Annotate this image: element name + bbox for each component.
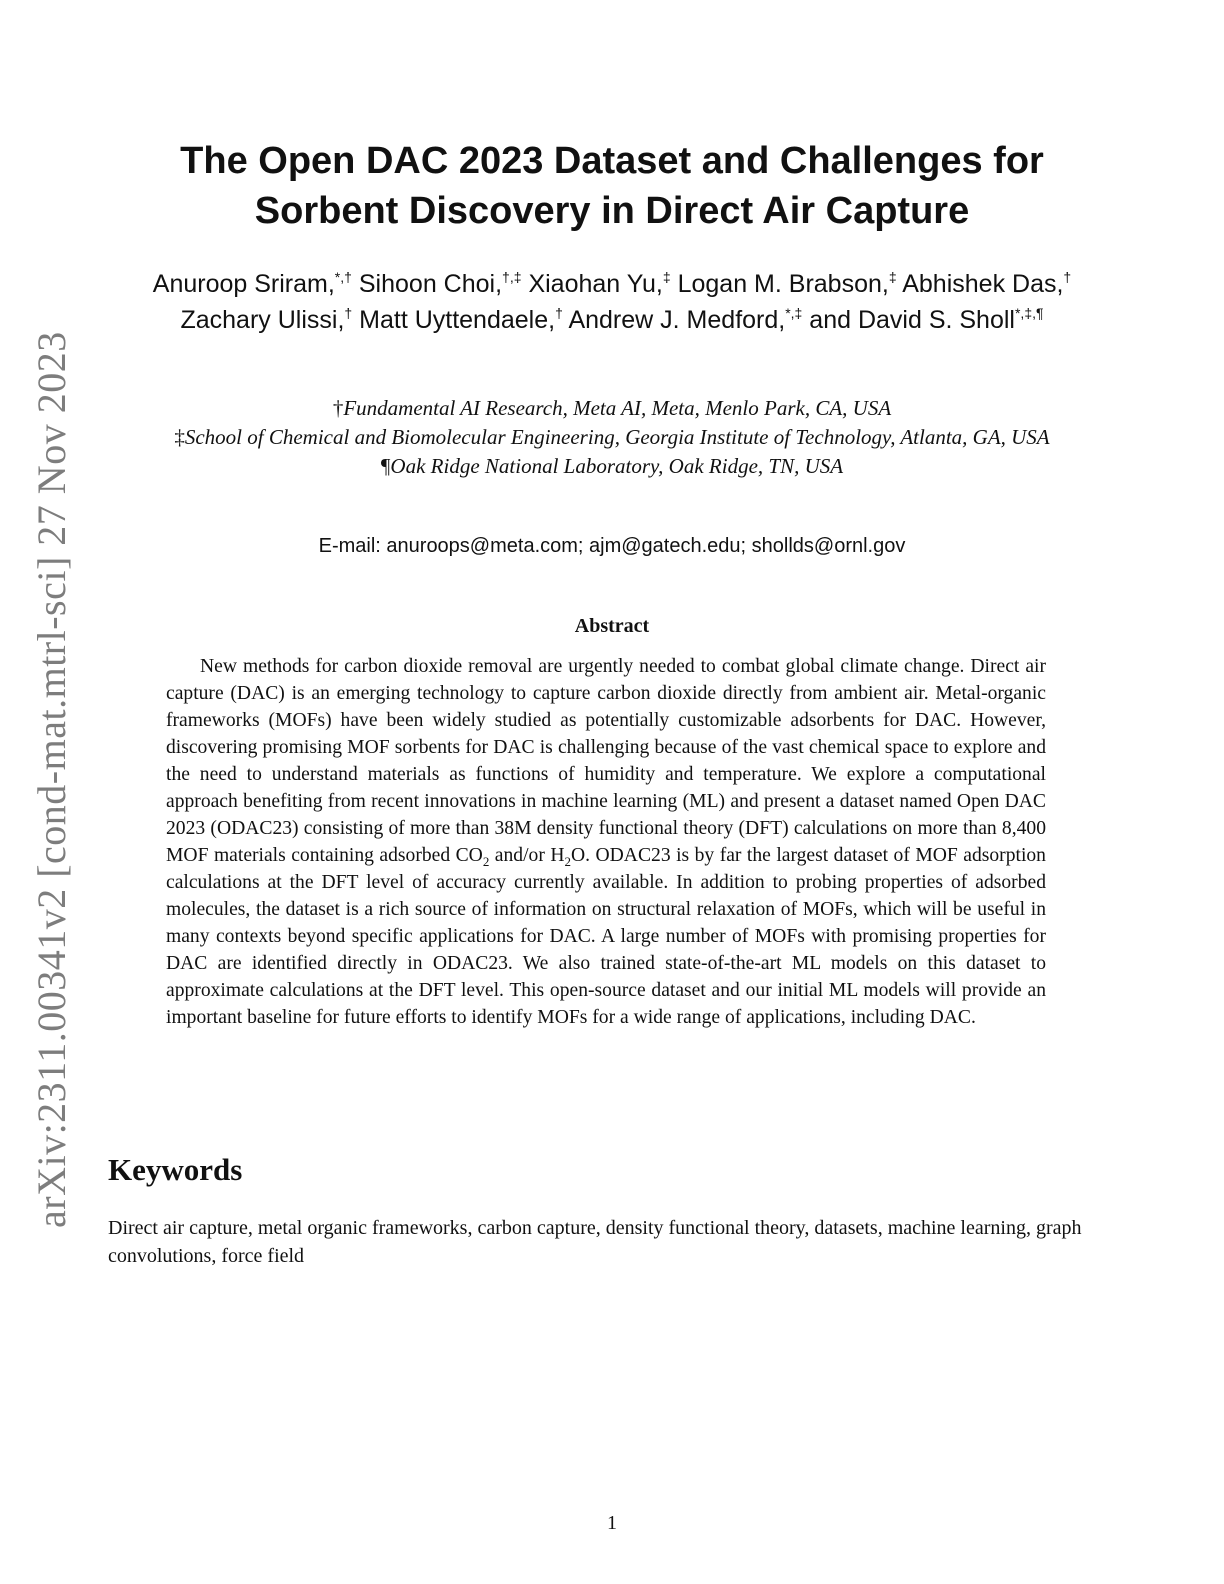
abstract-part: and/or H — [489, 845, 565, 866]
author-name: Matt Uyttendaele, — [359, 306, 556, 334]
affiliation-text: School of Chemical and Biomolecular Engineering, Georgia Institute of Technology, Atlanta, GA, USA — [184, 425, 1050, 449]
affiliations — [140, 394, 1084, 481]
affiliation — [140, 423, 1084, 452]
affiliation — [140, 394, 1084, 423]
author-name: Sihoon Choi, — [358, 270, 503, 298]
author-name: Logan M. Brabson, — [677, 270, 889, 298]
affiliation-text: Oak Ridge National Laboratory, Oak Ridge, TN, USA — [390, 454, 844, 478]
title-line-2: Sorbent Discovery in Direct Air Capture — [254, 190, 970, 232]
abstract-heading: Abstract — [574, 615, 650, 637]
paper-title — [110, 136, 1114, 236]
author-list — [140, 266, 1084, 338]
author-marks: ‡ — [888, 269, 897, 285]
author-marks: † — [1063, 269, 1072, 285]
subscript: 2 — [564, 853, 571, 869]
author-marks: *,‡,¶ — [1014, 305, 1044, 321]
contact-email: E-mail: anuroops@meta.com; ajm@gatech.edu; shollds@ornl.gov — [318, 535, 906, 557]
affiliation-mark: † — [332, 396, 344, 420]
affiliation-text: Fundamental AI Research, Meta AI, Meta, Menlo Park, CA, USA — [343, 396, 892, 420]
affiliation — [140, 452, 1084, 481]
page-number: 1 — [607, 1512, 617, 1534]
author-marks: † — [344, 305, 353, 321]
abstract-part: New methods for carbon dioxide removal are urgently needed to combat global climate change. Direct air capture (DAC) is an emerging technology to capture carbon dioxide directly from ambient air. Metal-organic frameworks (MOFs) have been widely studied as potentially customizable adsorbents for DAC. However, discovering promising MOF sorbents for DAC is challenging because of the vast chemical space to explore and the need to understand materials as functions of humidity and temperature. We explore a computational approach benefiting from recent innovations in machine learning (ML) and present a dataset named Open DAC 2023 (ODAC23) consisting of more than 38M density functional theory (DFT) calculations on more than 8,400 MOF materials containing adsorbed CO — [166, 656, 1046, 866]
author-name: Andrew J. Medford, — [568, 306, 786, 334]
abstract-part: O. ODAC23 is by far the largest dataset of MOF adsorption calculations at the DFT level of accuracy currently available. In addition to probing properties of adsorbed molecules, the dataset is a rich source of information on structural relaxation of MOFs, which will be useful in many contexts beyond specific applications for DAC. A large number of MOFs with promising properties for DAC are identified directly in ODAC23. We also trained state-of-the-art ML models on this dataset to approximate calculations at the DFT level. This open-source dataset and our initial ML models will provide an important baseline for future efforts to identify MOFs for a wide range of applications, including DAC. — [166, 845, 1046, 1028]
abstract-text — [166, 653, 1046, 1031]
author-name: Zachary Ulissi, — [180, 306, 345, 334]
author-name: Anuroop Sriram, — [152, 270, 335, 298]
author-name: Xiaohan Yu, — [528, 270, 663, 298]
subscript: 2 — [482, 853, 490, 869]
author-marks: ‡ — [662, 269, 671, 285]
title-line-1: The Open DAC 2023 Dataset and Challenges for — [180, 140, 1044, 182]
affiliation-mark: ¶ — [380, 454, 391, 478]
author-marks: † — [555, 305, 563, 321]
author-marks: †,‡ — [502, 269, 522, 285]
keywords-text: Direct air capture, metal organic frameworks, carbon capture, density functional theory, datasets, machine learning, graph convolutions, force field — [108, 1217, 1082, 1267]
arxiv-stamp: arXiv:2311.00341v2 [cond-mat.mtrl-sci] 27 Nov 2023 — [29, 331, 74, 1228]
affiliation-mark: ‡ — [174, 425, 185, 449]
author-marks: *,† — [334, 269, 352, 285]
keywords-heading: Keywords — [108, 1152, 243, 1187]
author-name: and David S. Sholl — [809, 306, 1015, 334]
author-name: Abhishek Das, — [902, 270, 1064, 298]
author-marks: *,‡ — [785, 305, 803, 321]
